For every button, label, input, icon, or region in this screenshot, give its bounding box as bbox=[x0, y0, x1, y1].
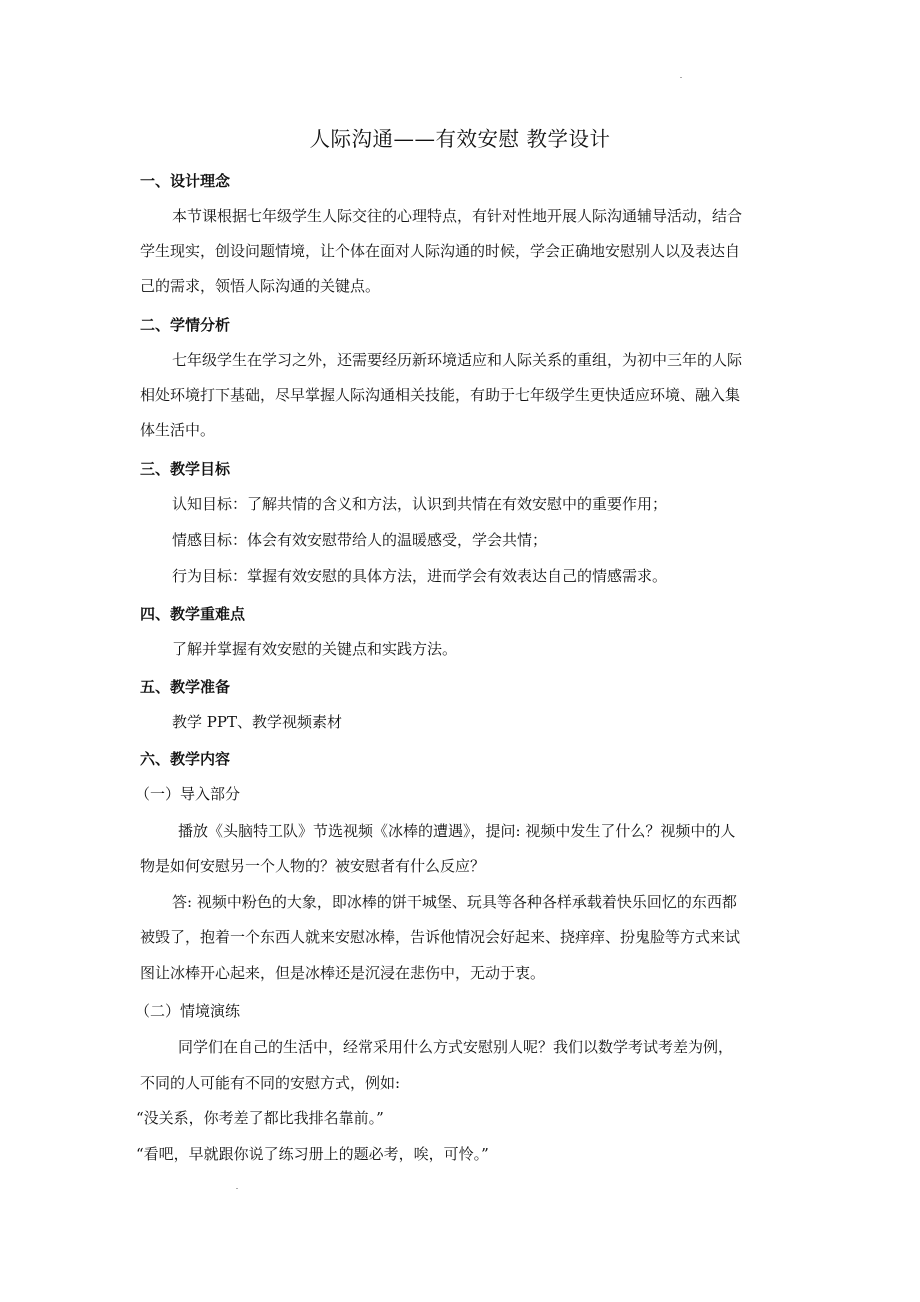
section-heading-student-analysis: 二、学情分析 bbox=[140, 316, 231, 334]
goal-line-cognitive: 认知目标：了解共情的含义和方法，认识到共情在有效安慰中的重要作用； bbox=[172, 495, 668, 513]
document-title: 人际沟通——有效安慰 教学设计 bbox=[309, 127, 611, 151]
section-heading-teaching-goals: 三、教学目标 bbox=[140, 460, 231, 478]
paragraph-line: 己的需求，领悟人际沟通的关键点。 bbox=[140, 277, 381, 295]
paragraph-line: 被毁了，抱着一个东西人就来安慰冰棒，告诉他情况会好起来、挠痒痒、扮鬼脸等方式来试 bbox=[140, 928, 741, 946]
paragraph-line: 同学们在自己的生活中，经常采用什么方式安慰别人呢？我们以数学考试考差为例， bbox=[178, 1038, 734, 1056]
paragraph-line: 了解并掌握有效安慰的关键点和实践方法。 bbox=[172, 640, 458, 658]
paragraph-line: 相处环境打下基础，尽早掌握人际沟通相关技能，有助于七年级学生更快适应环境、融入集 bbox=[140, 386, 741, 404]
paragraph-line: 答: 视频中粉色的大象，即冰棒的饼干城堡、玩具等各种各样承载着快乐回忆的东西都 bbox=[172, 893, 737, 911]
paragraph-line: 七年级学生在学习之外，还需要经历新环境适应和人际关系的重组，为初中三年的人际 bbox=[172, 351, 743, 369]
paragraph-line: 播放《头脑特工队》节选视频《冰棒的遭遇》，提问: 视频中发生了什么？视频中的人 bbox=[178, 822, 736, 840]
quote-line: “没关系，你考差了都比我排名靠前。” bbox=[136, 1109, 384, 1127]
paragraph-line: 体生活中。 bbox=[140, 421, 216, 439]
goal-line-emotional: 情感目标：体会有效安慰带给人的温暖感受，学会共情； bbox=[172, 531, 548, 549]
page-mark bbox=[236, 1188, 238, 1189]
section-heading-design-concept: 一、设计理念 bbox=[140, 172, 231, 190]
goal-line-behavioral: 行为目标：掌握有效安慰的具体方法，进而学会有效表达自己的情感需求。 bbox=[172, 567, 668, 585]
page-mark bbox=[680, 77, 682, 78]
paragraph-line: 物是如何安慰另一个人物的？被安慰者有什么反应？ bbox=[140, 857, 486, 875]
paragraph-line: 图让冰棒开心起来，但是冰棒还是沉浸在悲伤中，无动于衷。 bbox=[140, 964, 546, 982]
section-heading-teaching-content: 六、教学内容 bbox=[140, 750, 231, 768]
paragraph-line: 不同的人可能有不同的安慰方式，例如: bbox=[140, 1074, 401, 1092]
subheading-scenario: （二）情境演练 bbox=[135, 1002, 241, 1020]
paragraph-line: 教学 PPT、教学视频素材 bbox=[172, 713, 342, 731]
paragraph-line: 学生现实，创设问题情境，让个体在面对人际沟通的时候，学会正确地安慰别人以及表达自 bbox=[140, 242, 741, 260]
subheading-intro: （一）导入部分 bbox=[135, 785, 241, 803]
section-heading-preparation: 五、教学准备 bbox=[140, 678, 231, 696]
section-heading-key-points: 四、教学重难点 bbox=[140, 605, 246, 623]
paragraph-line: 本节课根据七年级学生人际交往的心理特点，有针对性地开展人际沟通辅导活动，结合 bbox=[172, 207, 743, 225]
quote-line: “看吧，早就跟你说了练习册上的题必考，唉，可怜。” bbox=[136, 1145, 489, 1163]
